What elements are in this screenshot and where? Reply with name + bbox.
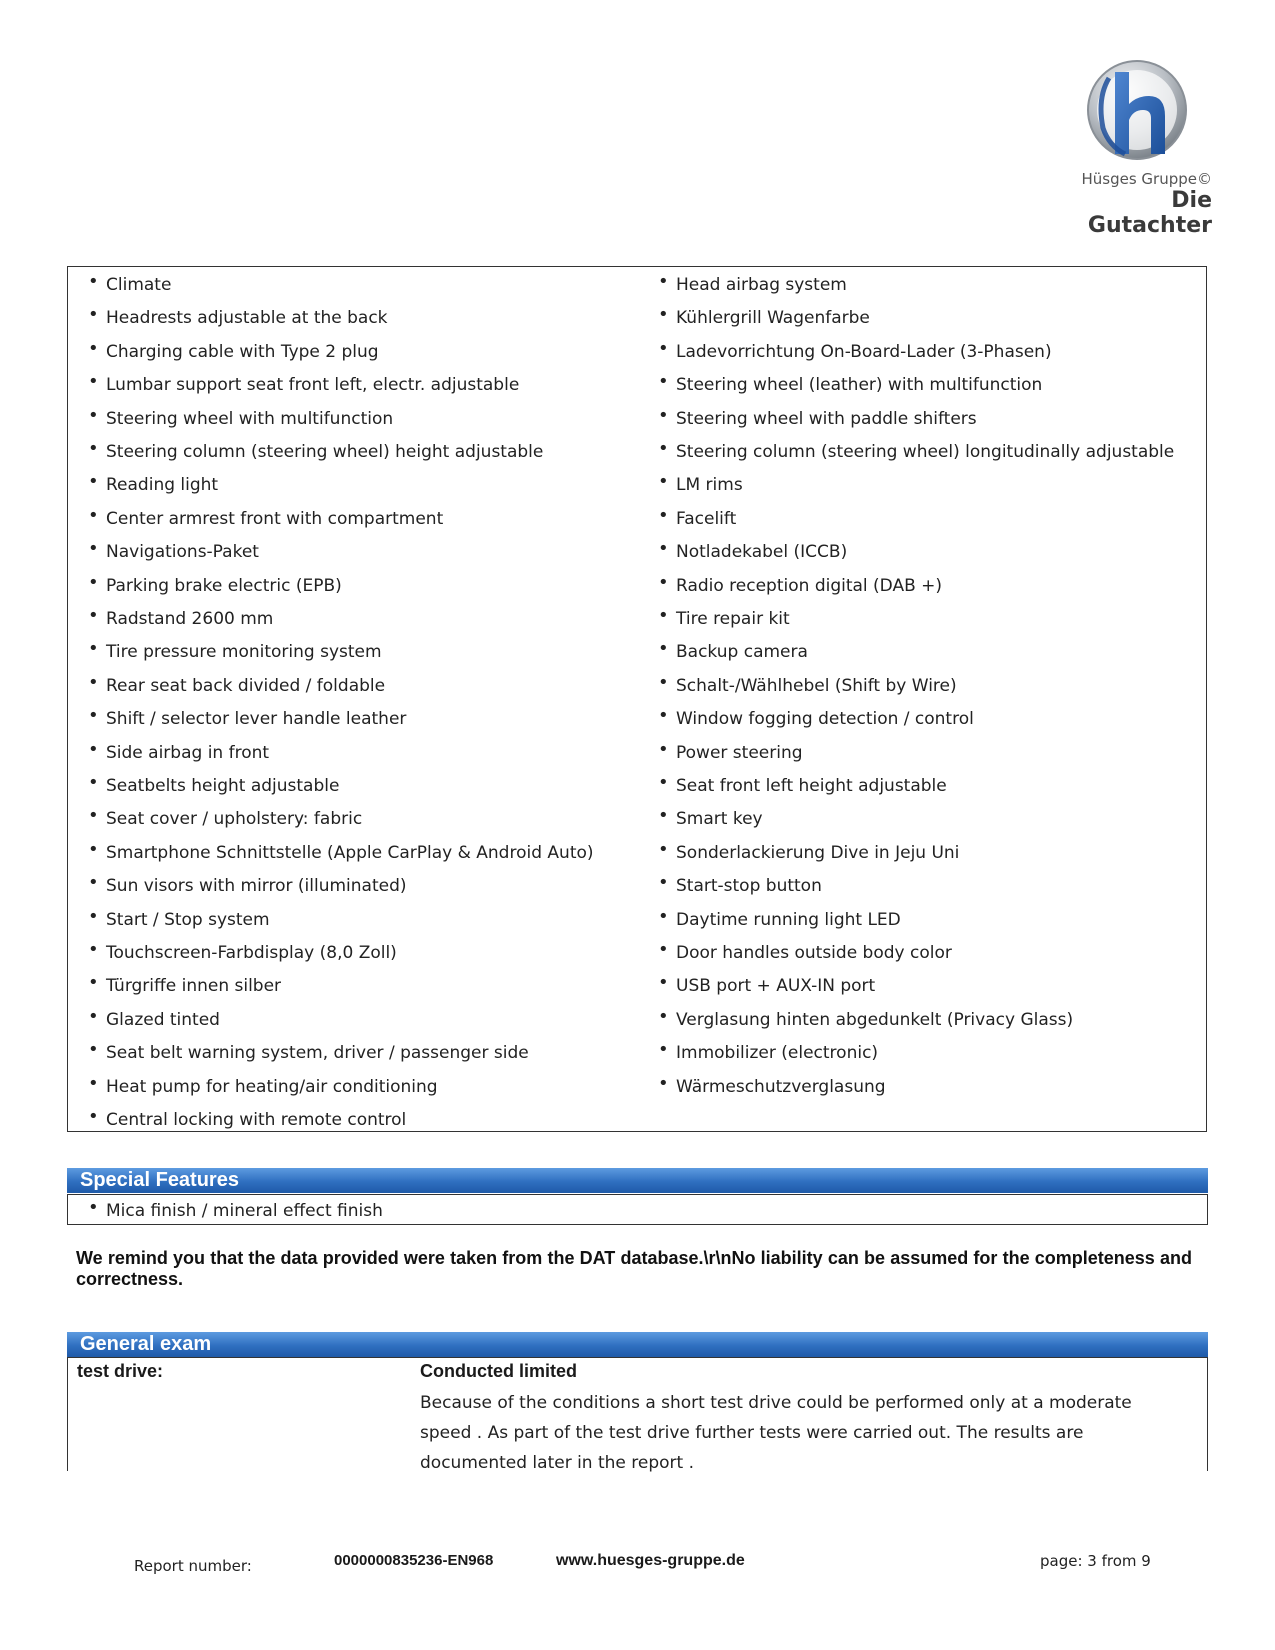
bullet-icon: • — [658, 939, 669, 960]
report-number-label: Report number: — [134, 1557, 252, 1575]
equipment-item-text: Shift / selector lever handle leather — [106, 709, 407, 730]
bullet-icon: • — [658, 772, 669, 793]
equipment-item-text: Charging cable with Type 2 plug — [106, 341, 379, 362]
bullet-icon: • — [88, 838, 99, 860]
bullet-icon: • — [88, 1197, 99, 1218]
equipment-item-text: Daytime running light LED — [676, 909, 901, 930]
equipment-item-text: Wärmeschutzverglasung — [676, 1076, 886, 1097]
equipment-item-text: Radstand 2600 mm — [106, 609, 274, 629]
bullet-icon: • — [88, 471, 99, 493]
equipment-item-text: Center armrest front with compartment — [106, 508, 444, 529]
equipment-item-text: Glazed tinted — [106, 1009, 220, 1030]
bullet-icon: • — [88, 671, 99, 693]
equipment-item-text: Touchscreen-Farbdisplay (8,0 Zoll) — [106, 943, 397, 963]
logo-title: Die Gutachter — [1087, 188, 1212, 238]
bullet-icon: • — [88, 705, 99, 727]
bullet-icon: • — [88, 738, 99, 760]
bullet-icon: • — [88, 1072, 99, 1094]
equipment-item-text: Facelift — [676, 508, 737, 529]
equipment-item-text: Seatbelts height adjustable — [106, 776, 340, 796]
bullet-icon: • — [658, 805, 669, 827]
special-features-box — [67, 1194, 1208, 1225]
equipment-item-text: Notladekabel (ICCB) — [676, 542, 848, 563]
bullet-icon: • — [88, 1005, 99, 1027]
equipment-item-text: Verglasung hinten abgedunkelt (Privacy Glass) — [676, 1009, 1074, 1030]
bullet-icon: • — [658, 438, 669, 459]
equipment-item-text: Steering wheel (leather) with multifunction — [676, 375, 1043, 396]
bullet-icon: • — [658, 304, 669, 326]
bullet-icon: • — [658, 872, 669, 894]
bullet-icon: • — [88, 371, 99, 393]
bullet-icon: • — [658, 271, 669, 292]
special-feature-text: Mica finish / mineral effect finish — [106, 1201, 383, 1221]
equipment-item-text: Central locking with remote control — [106, 1110, 407, 1130]
test-drive-value: Conducted limited — [420, 1361, 577, 1381]
equipment-item-text: Seat belt warning system, driver / passenger side — [106, 1043, 529, 1064]
bullet-icon: • — [88, 271, 99, 292]
bullet-icon: • — [88, 304, 99, 326]
bullet-icon: • — [88, 939, 99, 960]
bullet-icon: • — [658, 404, 669, 426]
equipment-list-box — [67, 266, 1207, 1132]
equipment-item-text: Seat front left height adjustable — [676, 776, 947, 796]
equipment-item-text: LM rims — [676, 475, 743, 496]
bullet-icon: • — [88, 638, 99, 660]
equipment-item-text: Tire repair kit — [676, 609, 790, 629]
equipment-item-text: Schalt-/Wählhebel (Shift by Wire) — [676, 675, 957, 696]
bullet-icon: • — [658, 1072, 669, 1094]
website-link[interactable]: www.huesges-gruppe.de — [556, 1552, 745, 1569]
bullet-icon: • — [88, 404, 99, 426]
bullet-icon: • — [88, 605, 99, 626]
bullet-icon: • — [658, 538, 669, 560]
equipment-item-text: Reading light — [106, 475, 219, 496]
logo-subtitle: Hüsges Gruppe© — [1081, 170, 1212, 188]
special-features-header: Special Features — [67, 1168, 1208, 1193]
equipment-item-text: Kühlergrill Wagenfarbe — [676, 308, 870, 329]
bullet-icon: • — [88, 1106, 99, 1127]
bullet-icon: • — [88, 571, 99, 593]
bullet-icon: • — [88, 972, 99, 994]
equipment-item-text: Smartphone Schnittstelle (Apple CarPlay & Android Auto) — [106, 842, 594, 863]
equipment-item-text: Steering column (steering wheel) height adjustable — [106, 442, 544, 462]
equipment-item-text: Immobilizer (electronic) — [676, 1043, 879, 1064]
bullet-icon: • — [88, 337, 99, 359]
equipment-item-text: Steering wheel with multifunction — [106, 408, 394, 429]
data-disclaimer: We remind you that the data provided were taken from the DAT database.\r\nNo liability can be assumed for the completeness and correctness. — [76, 1248, 1192, 1289]
equipment-item-text: Seat cover / upholstery: fabric — [106, 809, 363, 830]
bullet-icon: • — [658, 838, 669, 860]
equipment-item-text: Door handles outside body color — [676, 943, 952, 963]
equipment-item-text: Start / Stop system — [106, 909, 270, 930]
bullet-icon: • — [658, 504, 669, 526]
test-drive-description: Because of the conditions a short test drive could be performed only at a moderate speed . As part of the test drive further tests were carried out. The results are documented later in the report . — [420, 1393, 1132, 1473]
equipment-item-text: Parking brake electric (EPB) — [106, 575, 342, 596]
equipment-item-text: Tire pressure monitoring system — [106, 642, 382, 663]
bullet-icon: • — [658, 905, 669, 927]
logo-emblem-icon — [1085, 58, 1189, 164]
equipment-item-text: Steering column (steering wheel) longitudinally adjustable — [676, 442, 1175, 462]
equipment-item-text: Sonderlackierung Dive in Jeju Uni — [676, 842, 960, 863]
equipment-item-text: Start-stop button — [676, 876, 822, 897]
company-logo — [1062, 58, 1212, 238]
equipment-item-text: Radio reception digital (DAB +) — [676, 575, 943, 596]
equipment-item-text: Climate — [106, 275, 172, 295]
bullet-icon: • — [658, 371, 669, 393]
bullet-icon: • — [658, 337, 669, 359]
bullet-icon: • — [658, 1039, 669, 1061]
bullet-icon: • — [88, 538, 99, 560]
equipment-item-text: Steering wheel with paddle shifters — [676, 408, 977, 429]
test-drive-label: test drive: — [77, 1361, 164, 1381]
equipment-item-text: Lumbar support seat front left, electr. adjustable — [106, 375, 520, 396]
bullet-icon: • — [88, 772, 99, 793]
equipment-item-text: Türgriffe innen silber — [106, 976, 282, 997]
bullet-icon: • — [658, 605, 669, 626]
bullet-icon: • — [658, 571, 669, 593]
equipment-item-text: Ladevorrichtung On-Board-Lader (3-Phasen) — [676, 341, 1052, 362]
equipment-item-text: Navigations-Paket — [106, 542, 259, 563]
general-exam-box — [67, 1357, 1208, 1471]
equipment-item-text: Heat pump for heating/air conditioning — [106, 1076, 438, 1097]
equipment-item-text: Smart key — [676, 809, 763, 830]
bullet-icon: • — [88, 805, 99, 827]
bullet-icon: • — [658, 471, 669, 493]
bullet-icon: • — [658, 972, 669, 994]
bullet-icon: • — [658, 738, 669, 760]
bullet-icon: • — [658, 1005, 669, 1027]
equipment-item-text: Power steering — [676, 742, 803, 763]
equipment-item-text: Headrests adjustable at the back — [106, 308, 388, 329]
report-number: 0000000835236-EN968 — [334, 1552, 494, 1569]
bullet-icon: • — [658, 671, 669, 693]
bullet-icon: • — [658, 705, 669, 727]
bullet-icon: • — [658, 638, 669, 660]
bullet-icon: • — [88, 438, 99, 459]
equipment-item-text: USB port + AUX-IN port — [676, 976, 876, 997]
equipment-item-text: Window fogging detection / control — [676, 709, 974, 730]
equipment-item-text: Rear seat back divided / foldable — [106, 675, 386, 696]
equipment-item-text: Sun visors with mirror (illuminated) — [106, 876, 407, 897]
general-exam-header: General exam — [67, 1332, 1208, 1357]
bullet-icon: • — [88, 905, 99, 927]
equipment-item-text: Side airbag in front — [106, 742, 270, 763]
equipment-item-text: Backup camera — [676, 642, 808, 663]
bullet-icon: • — [88, 872, 99, 894]
page-indicator: page: 3 from 9 — [1040, 1552, 1151, 1570]
bullet-icon: • — [88, 1039, 99, 1061]
bullet-icon: • — [88, 504, 99, 526]
equipment-item-text: Head airbag system — [676, 275, 847, 295]
